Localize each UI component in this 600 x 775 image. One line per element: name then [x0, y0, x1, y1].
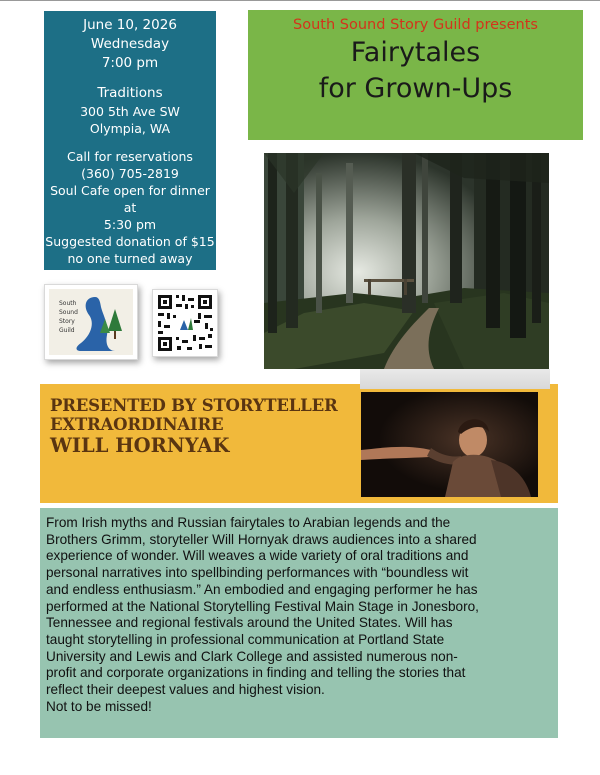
heading-line-2: EXTRAORDINAIRE [50, 415, 224, 434]
qr-code[interactable] [152, 289, 218, 357]
description-box [40, 508, 558, 738]
performer-name: WILL HORNYAK [50, 434, 230, 457]
event-title-line2: for Grown-Ups [318, 73, 513, 104]
forest-illustration [264, 153, 549, 369]
presenter-line: South Sound Story Guild presents [293, 17, 538, 33]
photo-shadow-strip [360, 369, 550, 389]
logo-line-4: Guild [59, 327, 75, 334]
heading-line-1: PRESENTED BY STORYTELLER [50, 396, 338, 415]
event-info-box [44, 11, 216, 270]
logo-line-1: South [59, 300, 77, 307]
qr-code-icon [153, 290, 217, 356]
guild-logo-graphic [45, 285, 137, 359]
venue-city: Olympia, WA [89, 121, 171, 136]
reservations-phone: (360) 705-2819 [81, 166, 179, 181]
title-box [248, 10, 583, 140]
event-weekday: Wednesday [90, 36, 170, 52]
event-date: June 10, 2026 [83, 17, 177, 33]
top-border [0, 0, 600, 1]
dinner-line: Soul Cafe open for dinner at [50, 183, 210, 215]
logo-line-2: Sound [59, 309, 78, 316]
performer-heading [50, 396, 350, 457]
performer-bio: From Irish myths and Russian fairytales to Arabian legends and the Brothers Grimm, storyteller Will Hornyak draws audiences into a shared experience of wonder. Will weaves a wide variety of oral traditions and personal narratives into spellbinding performances with “boundless wit and endless enthusiasm.” An embodied and engaging performer he has performed at the National Storytelling Festival Main Stage in Jonesboro, Tennessee and regional festivals around the United States. Will has taught storytelling in professional communication at Portland State University and Lewis and Clark College and assisted numerous non- profit and corporate organizations in finding and telling the stories that reflect their deepest values and highest vision. Not to be missed! [46, 515, 479, 714]
guild-logo [44, 284, 138, 360]
dinner-time: 5:30 pm [103, 217, 157, 232]
venue-name: Traditions [97, 85, 163, 101]
reservations-label: Call for reservations [67, 149, 193, 164]
forest-photo [264, 153, 549, 369]
venue-address: 300 5th Ave SW [80, 104, 180, 119]
logo-line-3: Story [59, 318, 75, 325]
donation-line: Suggested donation of $15 [45, 234, 215, 249]
event-time: 7:00 pm [101, 55, 159, 71]
event-title-line1: Fairytales [350, 37, 481, 68]
performer-illustration [361, 392, 538, 497]
performer-photo [361, 392, 538, 497]
no-one-turned-away: no one turned away [67, 251, 193, 266]
